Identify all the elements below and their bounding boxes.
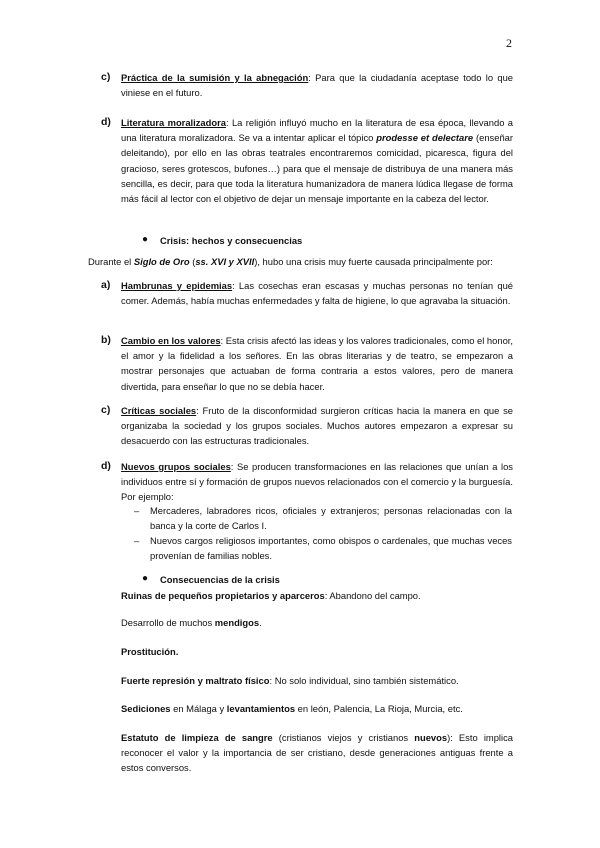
- list-marker: a): [101, 279, 111, 291]
- intro-text: (: [189, 256, 196, 267]
- list-marker: b): [101, 334, 111, 346]
- consequence-text: : No solo individual, sino también sistemático.: [269, 675, 459, 686]
- consequence-text: ): Esto implica reconocer el valor y la importancia de ser cristiano, desde generaciones antiguas frente a estos conversos.: [121, 732, 513, 773]
- list-item-c-criticas: [101, 403, 513, 449]
- consequence-represion: [121, 673, 513, 688]
- consequence-title: Fuerte represión y maltrato físico: [121, 675, 270, 686]
- dash-marker: –: [134, 535, 140, 546]
- item-text: : Las cosechas eran escasas y muchas personas no tenían qué comer. Además, había muchas enfermedades y falta de higiene, lo que agravaba la situación.: [121, 280, 513, 307]
- consequence-title: Ruinas de pequeños propietarios y aparceros: [121, 590, 325, 601]
- item-title: Nuevos grupos sociales: [121, 461, 231, 472]
- consequence-text: .: [259, 617, 262, 628]
- consequence-text: en Málaga y: [170, 703, 227, 714]
- consequence-title: nuevos: [414, 732, 448, 743]
- dash-text: Nuevos cargos religiosos importantes, como obispos o cardenales, que muchas veces provenían de familias nobles.: [150, 535, 512, 561]
- topic-text: prodesse et delectare: [376, 132, 474, 144]
- consequence-sediciones: [121, 701, 513, 716]
- item-text: : Fruto de la disconformidad surgieron críticas hacia la manera en que se organizaba la sociedad y los grupos sociales. Muchos autores empezaron a expresar su desacuerdo con las estructuras tradicionales.: [121, 405, 513, 447]
- consequence-title: mendigos: [214, 617, 260, 628]
- section-heading-crisis: [142, 234, 303, 246]
- item-title: Práctica de la sumisión y la abnegación: [121, 72, 309, 83]
- section-heading-consecuencias: [142, 573, 280, 585]
- intro-text: ), hubo una crisis muy fuerte causada principalmente por:: [254, 256, 493, 267]
- dash-marker: –: [134, 505, 140, 516]
- dash-item: [134, 503, 512, 533]
- list-item-d-nuevos-grupos: [101, 459, 513, 505]
- consequence-estatuto: [121, 730, 513, 775]
- item-title: Literatura moralizadora: [121, 117, 226, 128]
- intro-paragraph: [88, 256, 493, 267]
- list-marker: d): [101, 460, 111, 472]
- item-title: Cambio en los valores: [121, 335, 221, 346]
- consequence-text: Desarrollo de muchos: [121, 617, 215, 628]
- consequence-ruinas: [121, 588, 513, 603]
- consequence-title: levantamientos: [226, 703, 296, 714]
- bullet-icon: ●: [142, 234, 149, 245]
- item-text: : La religión influyó mucho en la literatura de esa época, llevando a una literatura moralizadora. Se va a intentar aplicar el tópico: [121, 117, 513, 144]
- item-title: Críticas sociales: [121, 405, 197, 416]
- list-marker: c): [101, 404, 111, 416]
- page-number: 2: [506, 36, 512, 50]
- list-item-b-cambio: [101, 333, 513, 394]
- bullet-icon: ●: [142, 573, 149, 584]
- dash-item: [134, 533, 512, 563]
- intro-ss: ss. XVI y XVII: [195, 256, 255, 267]
- list-item-c-practica: [101, 70, 513, 100]
- consequence-text: en león, Palencia, La Rioja, Murcia, etc.: [295, 703, 463, 714]
- item-text: : Esta crisis afectó las ideas y los valores tradicionales, como el honor, el amor y la fidelidad a los señores. En las obras literarias y de teatro, se empezaron a mostrar personajes que actuaban de forma contraria a estos valores, pero de manera divertida, para enseñar lo que no se debía hacer.: [121, 335, 513, 392]
- consequence-title: Sediciones: [121, 703, 171, 714]
- consequence-prostitucion: Prostitución.: [121, 646, 179, 657]
- item-text: : Para que la ciudadanía aceptase todo lo que viniese en el futuro.: [121, 72, 513, 99]
- list-item-a-hambrunas: [101, 278, 513, 308]
- consequence-text: (cristianos viejos y cristianos: [272, 732, 415, 743]
- list-marker: c): [101, 71, 111, 83]
- item-text: : Se producen transformaciones en las relaciones que unían a los individuos entre sí y formación de grupos nuevos relacionados con el comercio y la burguesía. Por ejemplo:: [121, 461, 513, 503]
- dash-text: Mercaderes, labradores ricos, oficiales y extranjeros; personas relacionadas con la banca y la corte de Carlos I.: [150, 505, 512, 531]
- list-item-d-literatura: [101, 115, 513, 206]
- list-marker: d): [101, 116, 111, 128]
- item-text: (enseñar deleitando), por ello en las obras teatrales encontraremos comicidad, picaresca, figura del gracioso, seres grotescos, bufones…) para que el mensaje de distribuya de una manera más sencilla, es decir, para que toda la literatura humanizadora de manera lúdica llegase de forma más fácil al lector con el objetivo de dejar un mensaje importante en la cabeza del lector.: [121, 132, 513, 205]
- consequence-mendigos: [121, 615, 513, 630]
- intro-text: Durante el: [88, 256, 134, 267]
- item-title: Hambrunas y epidemias: [121, 280, 233, 291]
- intro-siglo: Siglo de Oro: [133, 256, 190, 267]
- consequence-title: Estatuto de limpieza de sangre: [121, 732, 273, 743]
- heading-text: Crisis: hechos y consecuencias: [160, 235, 303, 246]
- consequence-text: : Abandono del campo.: [324, 590, 421, 601]
- heading-text: Consecuencias de la crisis: [160, 574, 280, 585]
